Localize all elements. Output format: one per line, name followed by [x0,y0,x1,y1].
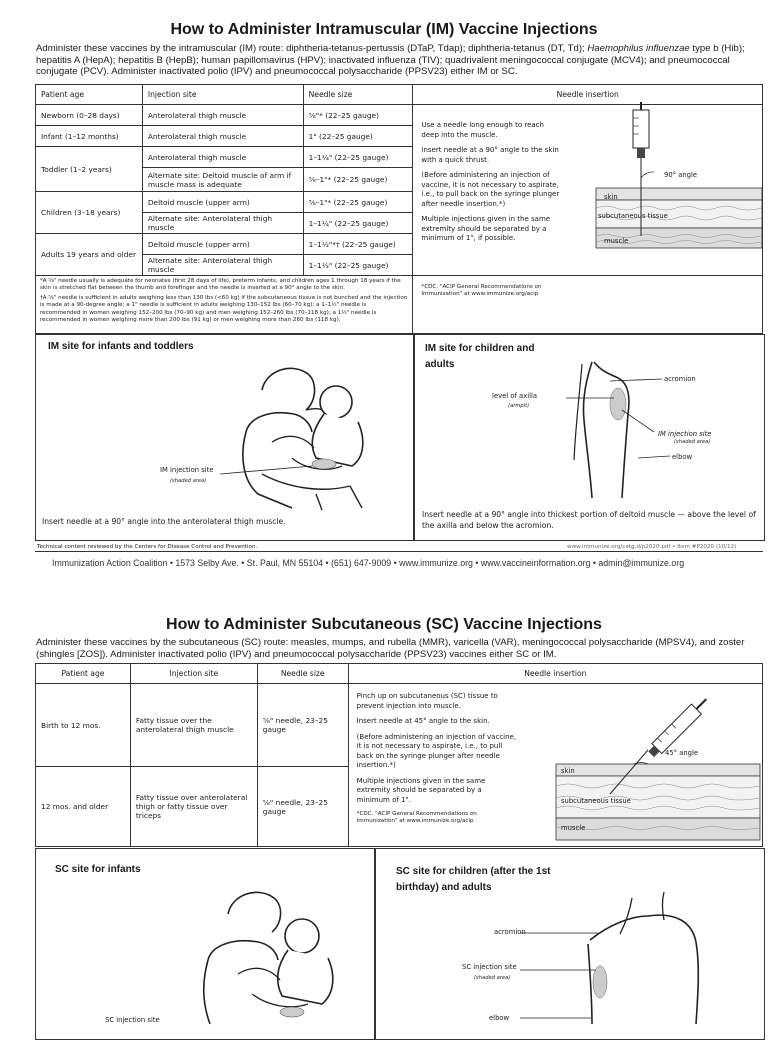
sc-infant-panel-title: SC site for infants [55,864,141,875]
sc-insertion-text [357,692,517,825]
age-cell: Children (3–18 years) [36,192,143,234]
sc-header-site: Injection site [130,664,257,684]
im-intro-hib: Haemophilus influenzae [587,43,690,54]
needle-cell: 1–1¼" (22–25 gauge) [303,213,413,234]
syringe-barrel [633,110,649,148]
skin-layer [596,188,762,200]
insertion-step: (Before administering an injection of vaccine, it is not necessary to aspirate, i.e., to pull back on the syringe plunger after needle insertion.*) [356,732,517,769]
elbow-label: elbow [672,453,693,461]
muscle-label: muscle [561,824,586,832]
sc-shaded-area [280,1007,304,1017]
site-cell: Anterolateral thigh muscle [142,126,303,147]
sc-header-needle: Needle size [257,664,348,684]
needle-cell: 1–1¼" (22–25 gauge) [303,147,413,168]
needle-cell: ⅝–1"* (22–25 gauge) [303,192,413,213]
site-cell: Alternate site: Anterolateral thigh muscle [142,255,303,276]
site-cell: Fatty tissue over the anterolateral thigh muscle [130,684,257,767]
skin-label: skin [604,193,618,201]
needle-cell: ⅝" needle, 23–25 gauge [257,684,348,767]
im-adult-site-label: IM injection site [658,430,712,438]
im-infant-panel-title: IM site for infants and toddlers [48,341,194,352]
infant-head [320,386,352,418]
sc-intro-text: Administer these vaccines by the subcutaneous (SC) route: measles, mumps, and rubella (MMR), varicella (VAR), meningococcal polysaccharide (MPSV4), and zoster (shingles [ZOS]). Administer inactivated polio (IPV) and pneumococcal polysaccharide (PPSV23) vaccines either SC or IM. [36,637,745,660]
site-cell: Deltoid muscle (upper arm) [142,192,303,213]
subq-label: subcutaneous tissue [561,797,631,805]
sc-needle-diagram [556,698,760,846]
site-cell: Deltoid muscle (upper arm) [142,234,303,255]
age-cell: Newborn (0–28 days) [36,105,143,126]
footnote: †A ⅝" needle is sufficient in adults weighing less than 130 lbs (<60 kg) if the subcutaneous tissue is not bunched and the injection is made at a 90-degree angle; a 1" needle is sufficient in adults weighing 130–152 lbs (60–70 kg); a 1–1½" needle is recommended in women weighing 152–200 lbs (70–90 kg) and men weighing 152–260 lbs (70–118 kg); a 1½" needle is recommended in women weighing more than 200 lbs (91 kg) or men weighing more than 260 lbs (118 kg). [40,294,408,324]
im-site-sub: (shaded area) [170,478,207,484]
acromion-label: acromion [494,928,526,936]
org-footer: Immunization Action Coalition • 1573 Selby Ave. • St. Paul, MN 55104 • (651) 647-9009 • www.immunize.org • www.vaccineinformation.org • admin@immunize.org [52,558,685,568]
im-cdc-note-cell [413,276,763,334]
im-header-insertion: Needle insertion [413,85,763,105]
age-cell: Toddler (1–2 years) [36,147,143,192]
im-intro-text [36,43,764,78]
angle-label: 90° angle [664,171,698,179]
site-cell: Alternate site: Anterolateral thigh muscle [142,213,303,234]
insertion-step: Use a needle long enough to reach deep into the muscle. [421,121,544,139]
im-insertion-text [421,121,559,250]
im-footnotes [36,276,413,334]
pointer-line [220,464,320,484]
im-adult-panel-title: IM site for children and adults [425,343,535,370]
reviewed-note: Technical content reviewed by the Centers for Disease Control and Prevention. [37,544,258,550]
age-cell: 12 mos. and older [36,767,131,847]
needle-cell: 1" (22–25 gauge) [303,126,413,147]
needle-cell: ⅝"* (22–25 gauge) [303,105,413,126]
infant-head [285,919,319,953]
im-needle-diagram [596,108,762,258]
acromion-label: acromion [664,375,696,383]
subq-label: subcutaneous tissue [598,212,668,220]
insertion-step: Pinch up on subcutaneous (SC) tissue to prevent injection into muscle. [356,692,498,710]
im-intro-part-a: Administer these vaccines by the intramuscular (IM) route: diphtheria-tetanus-pertussis (DTaP, Tdap); diphtheria-tetanus (DT, Td); [36,43,588,54]
site-cell: Anterolateral thigh muscle [142,147,303,168]
elbow-label: elbow [489,1014,510,1022]
needle-cell: ⅝" needle, 23–25 gauge [257,767,348,847]
im-header-site: Injection site [142,85,303,105]
im-page-title: How to Administer Intramuscular (IM) Vaccine Injections [170,21,598,38]
pointer-lines [520,930,610,1030]
site-cell: Alternate site: Deltoid muscle of arm if muscle mass is adequate [142,168,303,192]
pointer-lines [566,374,666,464]
needle-cell: 1–1½" (22–25 gauge) [303,255,413,276]
sc-header-age: Patient age [36,664,131,684]
footnote: *A ⅝" needle usually is adequate for neonates (first 28 days of life), preterm infants, and children ages 1 through 18 years if the skin is stretched flat between the thumb and forefinger and the needle is inserted at a 90° angle to the skin. [40,278,401,292]
insertion-step: Multiple injections given in the same extremity should be separated by a minimum of 1", if possible. [421,215,551,242]
muscle-label: muscle [604,237,629,245]
site-cell: Fatty tissue over anterolateral thigh or fatty tissue over triceps [130,767,257,847]
needle-cell: ⅝–1"* (22–25 gauge) [303,168,413,192]
sc-header-insertion: Needle insertion [348,664,762,684]
insertion-step: Insert needle at 45° angle to the skin. [356,717,490,725]
needle-cell: 1–1½"*† (22–25 gauge) [303,234,413,255]
skin-label: skin [561,767,575,775]
im-adult-caption: Insert needle at a 90° angle into thickest portion of deltoid muscle — above the level of the axilla and below the acromion. [422,510,756,530]
armpit-label: (armpit) [508,403,530,409]
im-site-label: IM injection site [160,466,214,474]
sc-page-title: How to Administer Subcutaneous (SC) Vaccine Injections [166,616,602,633]
cdc-note: *CDC. "ACIP General Recommendations on Immunization" at www.immunize.org/acip [356,811,477,824]
mother-infant-illustration [188,884,348,1024]
age-cell: Adults 19 years and older [36,234,143,276]
im-infant-caption: Insert needle at a 90° angle into the anterolateral thigh muscle. [42,517,286,526]
axilla-label: level of axilla [492,392,538,400]
im-adult-site-sub: (shaded area) [674,439,711,445]
sc-adult-site-sub: (shaded area) [474,975,511,981]
site-cell: Anterolateral thigh muscle [142,105,303,126]
mother-infant-illustration [232,362,382,510]
age-cell: Infant (1–12 months) [36,126,143,147]
cdc-note: *CDC. "ACIP General Recommendations on Immunization" at www.immunize.org/acip [421,284,542,297]
im-intro-part-b: type b (Hib); hepatitis A (HepA); hepatitis B (HepB); human papillomavirus (HPV); inactivated influenza (TIV); quadrivalent meningococcal conjugate (MCV4); and pneumococcal conjugate (PCV). Administer inactivated polio (IPV) and pneumococcal polysaccharide (PPSV23) either IM or SC. [36,43,745,77]
age-cell: Birth to 12 mos. [36,684,131,767]
insertion-step: Multiple injections given in the same extremity should be separated by a minimum of 1". [356,776,486,804]
insertion-step: (Before administering an injection of vaccine, it is not necessary to aspirate, i.e., to pull back on the syringe plunger after needle insertion.*) [421,171,560,208]
divider [35,551,763,552]
sc-adult-site-label: SC injection site [462,963,517,971]
angle-label: 45° angle [665,749,699,757]
item-number: www.immunize.org/catg.d/p2020.pdf • Item #P2020 (10/12) [567,544,737,550]
insertion-step: Insert needle at a 90° angle to the skin with a quick thrust. [421,146,559,164]
im-header-age: Patient age [36,85,143,105]
im-header-needle: Needle size [303,85,413,105]
sc-adult-panel-title: SC site for children (after the 1st birthday) and adults [396,866,551,893]
sc-infant-site-label: SC injection site [105,1016,160,1024]
skin-layer [556,764,760,776]
